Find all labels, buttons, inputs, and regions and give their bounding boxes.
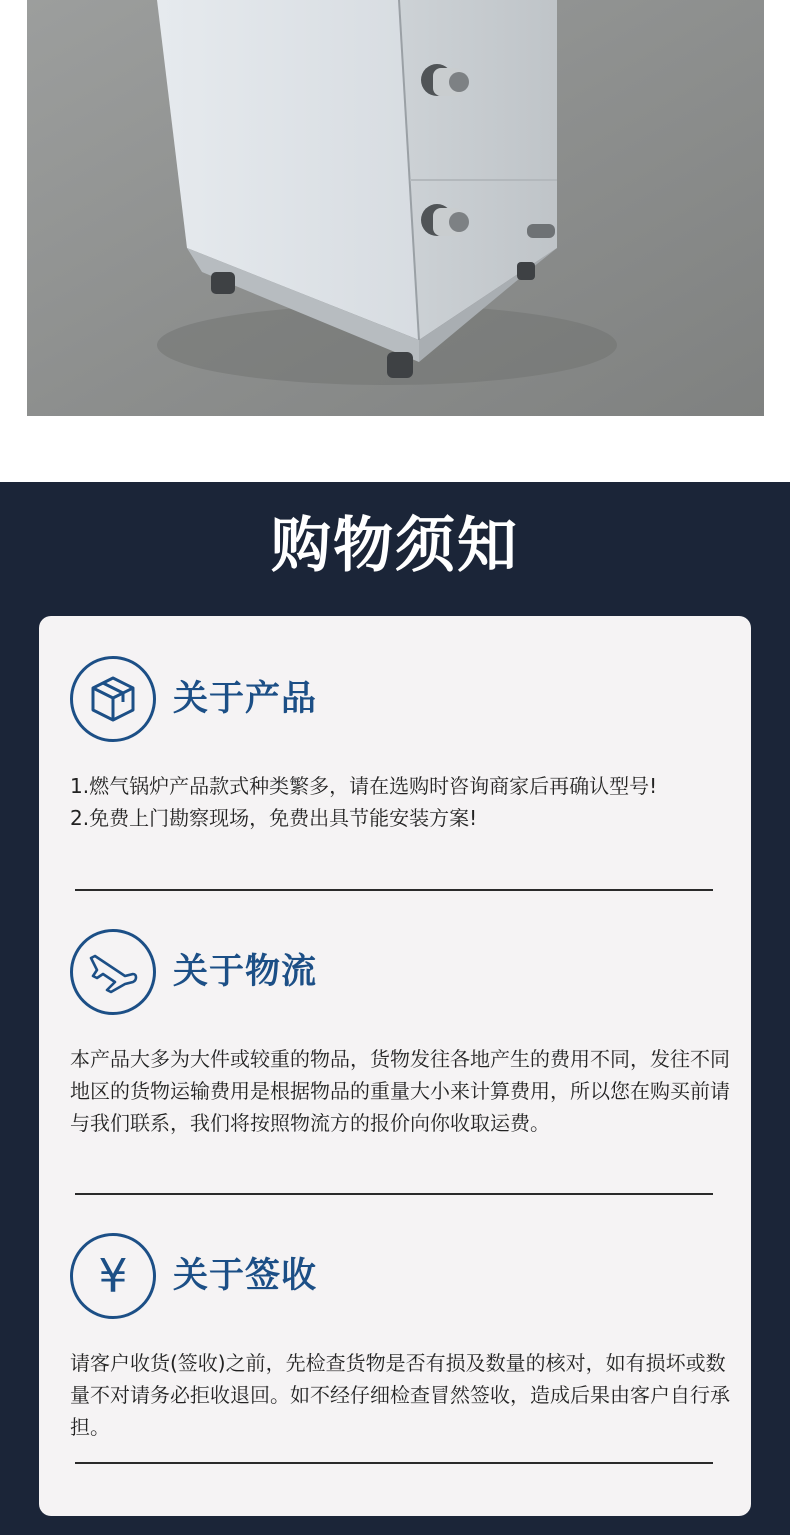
divider: [75, 889, 713, 891]
list-item: 1.燃气锅炉产品款式种类繁多，请在选购时咨询商家后再确认型号!: [70, 774, 658, 798]
paragraph: 本产品大多为大件或较重的物品，货物发往各地产生的费用不同，发往不同地区的货物运输费用是根据物品的重量大小来计算费用，所以您在购买前请与我们联系，我们将按照物流方的报价向你收取运费。: [70, 1047, 730, 1135]
list-item: 2.免费上门勘察现场，免费出具节能安装方案!: [70, 806, 478, 830]
yen-glyph: ¥: [98, 1249, 128, 1303]
page-title: 购物须知: [271, 511, 519, 581]
section-text: [70, 1043, 730, 1139]
section-title: 关于签收: [173, 1256, 318, 1296]
box-icon: [70, 656, 156, 742]
section-header: [70, 656, 670, 748]
paragraph: 请客户收货(签收)之前，先检查货物是否有损及数量的核对，如有损坏或数量不对请务必拒收退回。如不经仔细检查冒然签收，造成后果由客户自行承担。: [70, 1351, 730, 1439]
airplane-icon: [70, 929, 156, 1015]
divider: [75, 1193, 713, 1195]
section-header: [70, 929, 670, 1021]
section-text: [70, 770, 730, 834]
notice-card: [39, 616, 751, 1516]
product-photo: [27, 0, 764, 416]
section-title: 关于物流: [173, 952, 318, 992]
section-title: 关于产品: [173, 679, 318, 719]
yen-icon: [70, 1233, 156, 1319]
section-text: [70, 1347, 730, 1443]
divider: [75, 1462, 713, 1464]
section-header: [70, 1233, 670, 1325]
